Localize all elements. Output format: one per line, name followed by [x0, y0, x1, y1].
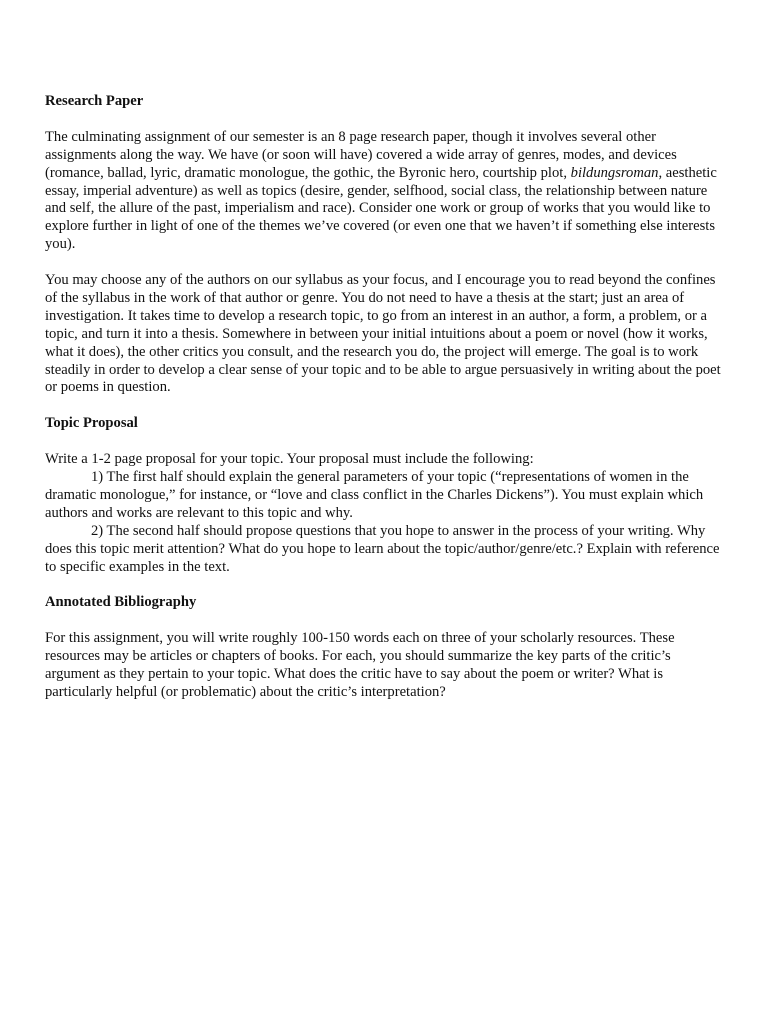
- topic-proposal-intro: Write a 1-2 page proposal for your topic. Your proposal must include the following:: [45, 451, 534, 468]
- research-paper-paragraph-1: [45, 129, 727, 254]
- spacer: [45, 111, 727, 129]
- topic-proposal-item-2: [45, 523, 727, 577]
- section-heading-topic-proposal: Topic Proposal: [45, 415, 138, 432]
- spacer: [45, 397, 727, 415]
- topic-proposal-item-1: [45, 469, 727, 523]
- annotated-bibliography-paragraph: For this assignment, you will write roughly 100-150 words each on three of your scholarly resources. These resources may be articles or chapters of books. For each, you should summarize the key parts of the critic’s argument as they pertain to your topic. What does the critic have to say about the poem or writer? What is particularly helpful (or problematic) about the critic’s interpretation?: [45, 630, 675, 700]
- document-content: [45, 93, 727, 702]
- paragraph-text: The culminating assignment of our semester is an 8 page research paper, though it involves several other assignments along the way. We have (or soon will have) covered a wide array of genres, modes, and devices (romance, ballad, lyric, dramatic monologue, the gothic, the Byronic hero, courtship plot,: [45, 128, 677, 181]
- list-item-text: 2) The second half should propose questions that you hope to answer in the process of your writing. Why does this topic merit attention? What do you hope to learn about the topic/author/genre/etc.? Explain with reference to specific examples in the text.: [45, 522, 720, 575]
- spacer: [45, 254, 727, 272]
- section-heading-research-paper: Research Paper: [45, 93, 144, 109]
- paragraph-text: , aesthetic essay, imperial adventure) as well as topics (desire, gender, selfhood, social class, the relationship between nature and self, the allure of the past, imperialism and race). Consider one work or group of works that you would like to explore further in light of one of the themes we’ve covered (or even one that we haven’t if something else interests you).: [45, 164, 717, 253]
- spacer: [45, 576, 727, 594]
- italic-term: bildungsroman: [570, 164, 659, 181]
- section-heading-annotated-bibliography: Annotated Bibliography: [45, 594, 197, 611]
- research-paper-paragraph-2: You may choose any of the authors on our syllabus as your focus, and I encourage you to read beyond the confines of the syllabus in the work of that author or genre. You do not need to have a thesis at the start; just an area of investigation. It takes time to develop a research topic, to go from an interest in an author, a form, a problem, or a topic, and turn it into a thesis. Somewhere in between your initial intuitions about a poem or novel (how it works, what it does), the other critics you consult, and the research you do, the project will emerge. The goal is to work steadily in order to develop a clear sense of your topic and to be able to argue persuasively in writing about the poet or poems in question.: [45, 272, 721, 396]
- list-item-text: 1) The first half should explain the general parameters of your topic (“representations of women in the dramatic monologue,” for instance, or “love and class conflict in the Charles Dickens”). You must explain which authors and works are relevant to this topic and why.: [45, 468, 704, 521]
- spacer: [45, 612, 727, 630]
- spacer: [45, 433, 727, 451]
